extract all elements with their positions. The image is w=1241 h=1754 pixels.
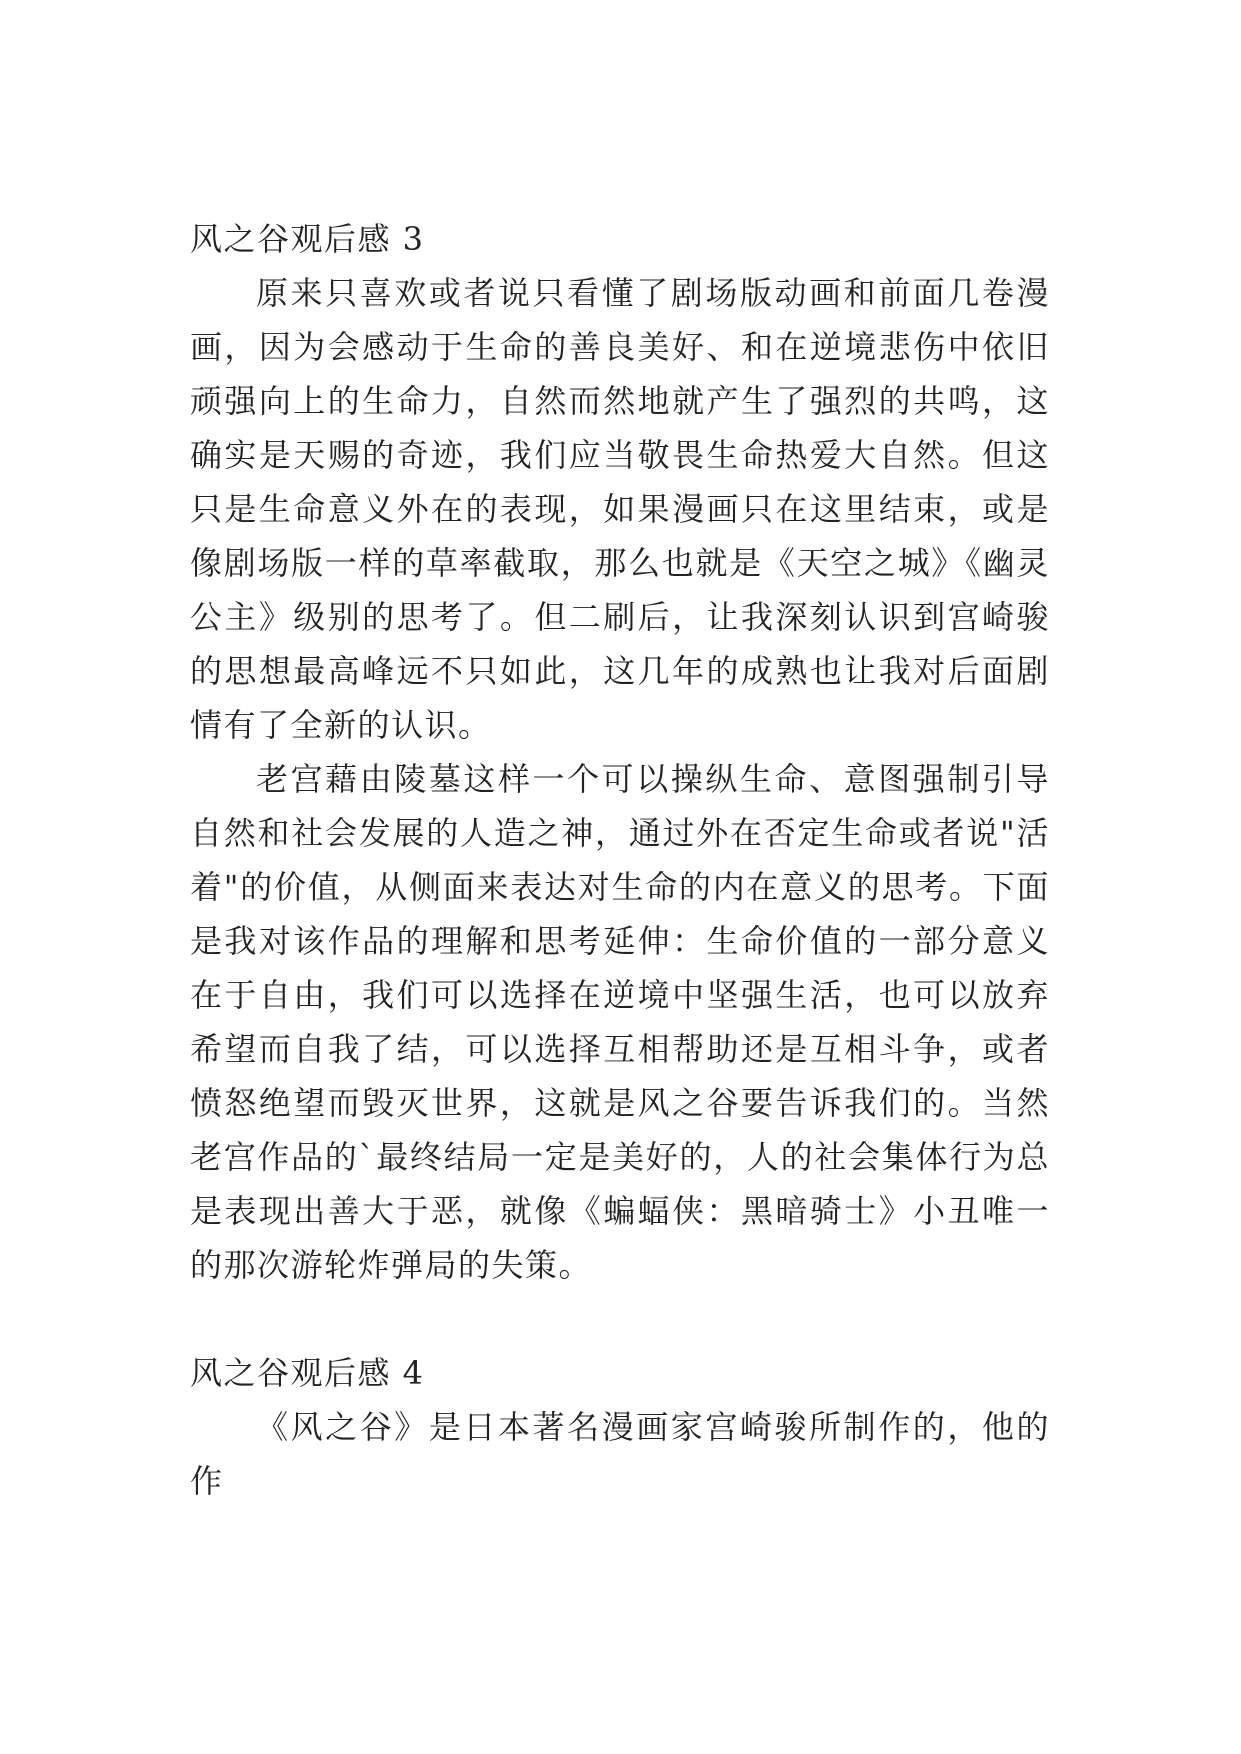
document-body — [190, 212, 1050, 1508]
section-heading: 风之谷观后感 3 — [190, 220, 425, 258]
paragraph: 原来只喜欢或者说只看懂了剧场版动画和前面几卷漫画，因为会感动于生命的善良美好、和在逆境悲伤中依旧顽强向上的生命力，自然而然地就产生了强烈的共鸣，这确实是天赐的奇迹，我们应当敬畏生命热爱大自然。但这只是生命意义外在的表现，如果漫画只在这里结束，或是像剧场版一样的草率截取，那么也就是《天空之城》《幽灵公主》级别的思考了。但二刷后，让我深刻认识到宫崎骏的思想最高峰远不只如此，这几年的成熟也让我对后面剧情有了全新的认识。 — [190, 274, 1050, 744]
paragraph: 《风之谷》是日本著名漫画家宫崎骏所制作的，他的作 — [190, 1408, 1050, 1500]
section-heading: 风之谷观后感 4 — [190, 1354, 425, 1392]
paragraph: 老宫藉由陵墓这样一个可以操纵生命、意图强制引导自然和社会发展的人造之神，通过外在否定生命或者说"活着"的价值，从侧面来表达对生命的内在意义的思考。下面是我对该作品的理解和思考延伸：生命价值的一部分意义在于自由，我们可以选择在逆境中坚强生活，也可以放弃希望而自我了结，可以选择互相帮助还是互相斗争，或者愤怒绝望而毁灭世界，这就是风之谷要告诉我们的。当然老宫作品的`最终结局一定是美好的，人的社会集体行为总是表现出善大于恶，就像《蝙蝠侠：黑暗骑士》小丑唯一的那次游轮炸弹局的失策。 — [190, 760, 1050, 1284]
section-spacer — [190, 1292, 1050, 1346]
section-4 — [190, 1346, 1050, 1508]
section-3 — [190, 212, 1050, 1292]
